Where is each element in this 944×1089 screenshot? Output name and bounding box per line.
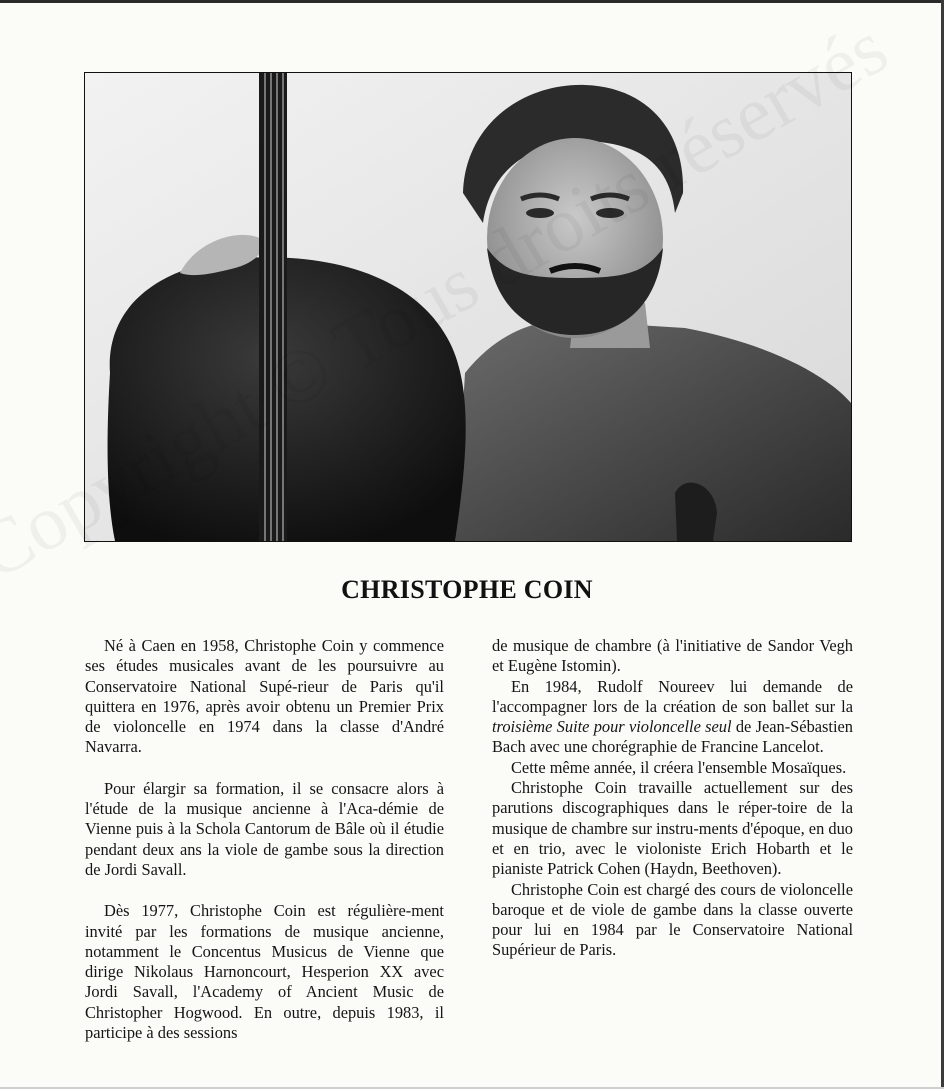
paragraph-teaching: Christophe Coin est chargé des cours de violoncelle baroque et de viole de gambe dans la classe ouverte pour lui en 1984 par le Conservatoire National Supérieur de Paris. bbox=[492, 879, 853, 960]
page-title: CHRISTOPHE COIN bbox=[341, 575, 593, 604]
suite-title: troisième Suite pour violoncelle seul bbox=[492, 717, 732, 737]
portrait-photo bbox=[84, 72, 852, 542]
paragraph-recordings: Christophe Coin travaille actuellement sur des parutions discographiques dans le réper-toire de la musique de chambre sur instru-ments d'époque, en duo et en trio, avec le violoniste Erich Hobarth et le pianiste Patrick Cohen (Haydn, Beethoven). bbox=[492, 778, 853, 879]
paragraph-ensembles: Dès 1977, Christophe Coin est régulière-ment invité par les formations de musique ancienne, notamment le Concentus Musicus de Vienne que dirige Nikolaus Harnoncourt, Hesperion XX avec Jordi Savall, l'Academy of Ancient Music de Christopher Hogwood. En outre, depuis 1983, il participe à des sessions bbox=[85, 901, 444, 1043]
paragraph-continuation: de musique de chambre (à l'initiative de Sandor Vegh et Eugène Istomin). bbox=[492, 636, 853, 676]
right-text-column bbox=[492, 636, 853, 961]
scan-edge-top bbox=[0, 0, 944, 3]
paragraph-ballet bbox=[492, 677, 853, 758]
portrait-illustration bbox=[85, 73, 851, 541]
paragraph-training: Pour élargir sa formation, il se consacre alors à l'étude de la musique ancienne à l'Aca-démie de Vienne puis à la Schola Cantorum de Bâle où il étudie pendant deux ans la viole de gambe sous la direction de Jordi Savall. bbox=[85, 778, 444, 879]
left-text-column bbox=[85, 636, 444, 1064]
ballet-text-b: de Jean-Sébastien Bach avec une chorégraphie de Francine Lancelot. bbox=[492, 717, 853, 757]
ballet-text-a: En 1984, Rudolf Noureev lui demande de l'accompagner lors de la création de son ballet sur la bbox=[492, 676, 853, 716]
paragraph-birth: Né à Caen en 1958, Christophe Coin y commence ses études musicales avant de les poursuivre au Conservatoire National Supé-rieur de Paris qu'il quittera en 1976, après avoir obtenu un Premier Prix de violoncelle en 1974 dans la classe d'André Navarra. bbox=[85, 636, 444, 757]
paragraph-mosaiques: Cette même année, il créera l'ensemble Mosaïques. bbox=[511, 757, 847, 777]
